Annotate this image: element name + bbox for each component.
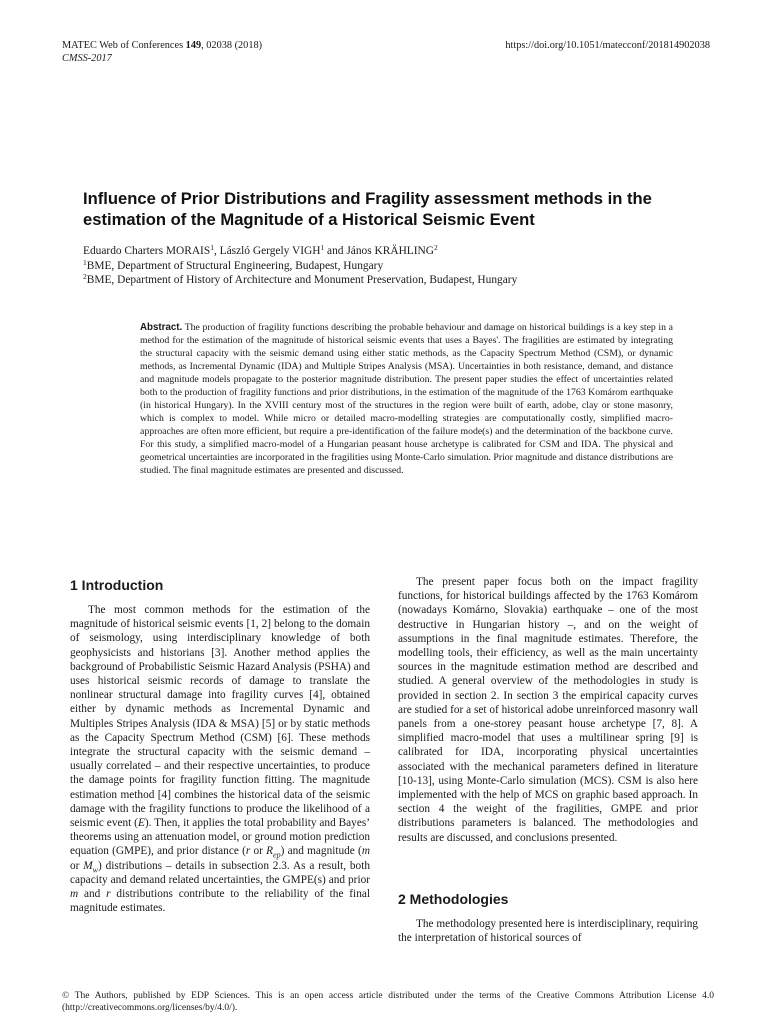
license-footer: © The Authors, published by EDP Sciences. This is an open access article distributed under the terms of the Creative Commons Attribution License 4.0 (http://creativecommons.org/licenses/by/4.0/). (62, 991, 714, 1014)
author-name: János KRÄHLING (346, 245, 434, 257)
affiliation-marker: 1 (320, 243, 325, 252)
right-column-continued (398, 917, 698, 945)
section-heading-introduction: 1 Introduction (70, 577, 164, 593)
doi-link[interactable]: https://doi.org/10.1051/matecconf/201814902038 (505, 40, 710, 51)
paragraph: The present paper focus both on the impact fragility functions, for historical buildings affected by the 1763 Komárom (nowadays Komárno, Slovakia) earthquake – one of the most destructive in Hungarian history –, and on the weight of assumptions in the final magnitude estimates. Therefore, the modelling tools, their efficiency, as well as the main uncertainty sources in the magnitude estimation method are described and studied. A general overview of the methodologies in study is provided in section 2. In section 3 the empirical capacity curves are studied for a set of historical adobe unreinforced masonry wall panels from a one-storey peasant house archetype [7, 8]. A simplified macro-model that uses a multilinear spring [9] is calibrated for IDA, incorporating physical uncertainties associated with the mechanical parameters defined in literature [10-13], using Monte-Carlo simulation (MCS). CSM is also here implemented with the help of MCS on graphic based approach. In section 4 the weight of the fragilities, GMPE and prior distributions parameters is balanced. The methodologies and results are discussed, and conclusions presented. (398, 576, 698, 844)
left-column (70, 603, 370, 915)
affiliation-2 (83, 273, 713, 288)
conference-name: CMSS-2017 (62, 53, 112, 64)
author-name: Eduardo Charters MORAIS (83, 245, 211, 257)
paragraph: The most common methods for the estimation of the magnitude of historical seismic events [1, 2] belong to the domain of seismology, using interdisciplinary knowledge of both geophysicists and historians [3]. Another method applies the background of Probabilistic Seismic Hazard Analysis (PSHA) and uses historical seismic records of damage to translate the nonlinear structural damage into fragility curves [4], obtained either by dynamic methods as Incremental Dynamic and Multiples Stripes Analysis (IDA & MSA) [5] or by static methods as the Capacity Spectrum Method (CSM) [6]. These methods integrate the structural capacity with the seismic demand – usually correlated – and their respective uncertainties, to produce the damage points for fragility function fitting. The magnitude estimation method [4] combines the historical data of the seismic damage with the fragility functions to produce the likelihood of a seismic event (E). Then, it applies the total probability and Bayes’ theorems using an attenuation model, or ground motion prediction equation (GMPE), and prior distance (r or $R_{ep}$) and magnitude (m or $M_w$) distributions – details in subsection 2.3. As a result, both capacity and demand related uncertainties, the GMPE(s) and prior m and r distributions contribute to the reliability of the final magnitude estimates. (70, 604, 371, 915)
affiliation-1 (83, 259, 713, 274)
author-block (83, 244, 713, 288)
abstract (140, 321, 673, 477)
author-separator: and (324, 245, 347, 257)
paper-title: Influence of Prior Distributions and Fragility assessment methods in the estimation of the Magnitude of a Historical Seismic Event (83, 189, 652, 229)
journal-name: MATEC Web of Conferences (62, 40, 184, 51)
affiliation-text: BME, Department of Structural Engineering, Budapest, Hungary (86, 259, 384, 272)
volume-number: 149 (185, 40, 202, 51)
journal-line (62, 39, 262, 52)
section-heading-methodologies: 2 Methodologies (398, 891, 509, 907)
affiliation-text: BME, Department of History of Architecture and Monument Preservation, Budapest, Hungary (86, 274, 518, 287)
abstract-label: Abstract. (140, 322, 183, 333)
paragraph: The methodology presented here is interdisciplinary, requiring the interpretation of historical sources of (398, 918, 698, 945)
running-header-left (62, 39, 262, 65)
abstract-text: The production of fragility functions describing the probable behaviour and damage on historical buildings is a key step in a method for the estimation of the magnitude of historical seismic events that uses a Bayes'. The fragilities are estimated by integrating the structural capacity with the seismic demand using either static methods, as the Capacity Spectrum Method (CSM), or dynamic methods, as Incremental Dynamic (IDA) and Multiple Stripes Analysis (MSA). Uncertainties in both resistance, demand, and distance and magnitude models propagate to the posterior magnitude distribution. The present paper studies the effect of uncertainties related both to the production of fragility functions and prior distributions, in the estimation of the magnitude of the 1763 Komárom earthquake (in historical Hungary). In the XVIII century most of the structures in the region were built of earth, adobe, clay or stone masonry, which is complex to model. While micro or detailed macro-modelling strategies are computationally costly, simplified macro-approaches are often more efficient, but require a pre-identification of the failure mode(s) and the determination of the backbone curve. For this study, a simplified macro-model of a Hungarian peasant house archetype is calibrated for CSM and IDA. The physical and geometrical uncertainties are incorporated in the fragilities using Monte-Carlo simulation. Prior magnitude and distance distributions are studied. The final magnitude estimates are presented and discussed. (140, 322, 673, 476)
affiliation-marker: 2 (434, 243, 438, 252)
affiliation-marker: 1 (83, 257, 87, 267)
article-number: , 02038 (2018) (201, 40, 263, 51)
affiliation-marker: 2 (83, 272, 87, 282)
affiliation-marker: 1 (210, 243, 214, 252)
right-column (398, 575, 698, 845)
author-name: László Gergely VIGH (219, 245, 321, 257)
author-separator: , (213, 245, 220, 257)
author-list (83, 244, 713, 259)
